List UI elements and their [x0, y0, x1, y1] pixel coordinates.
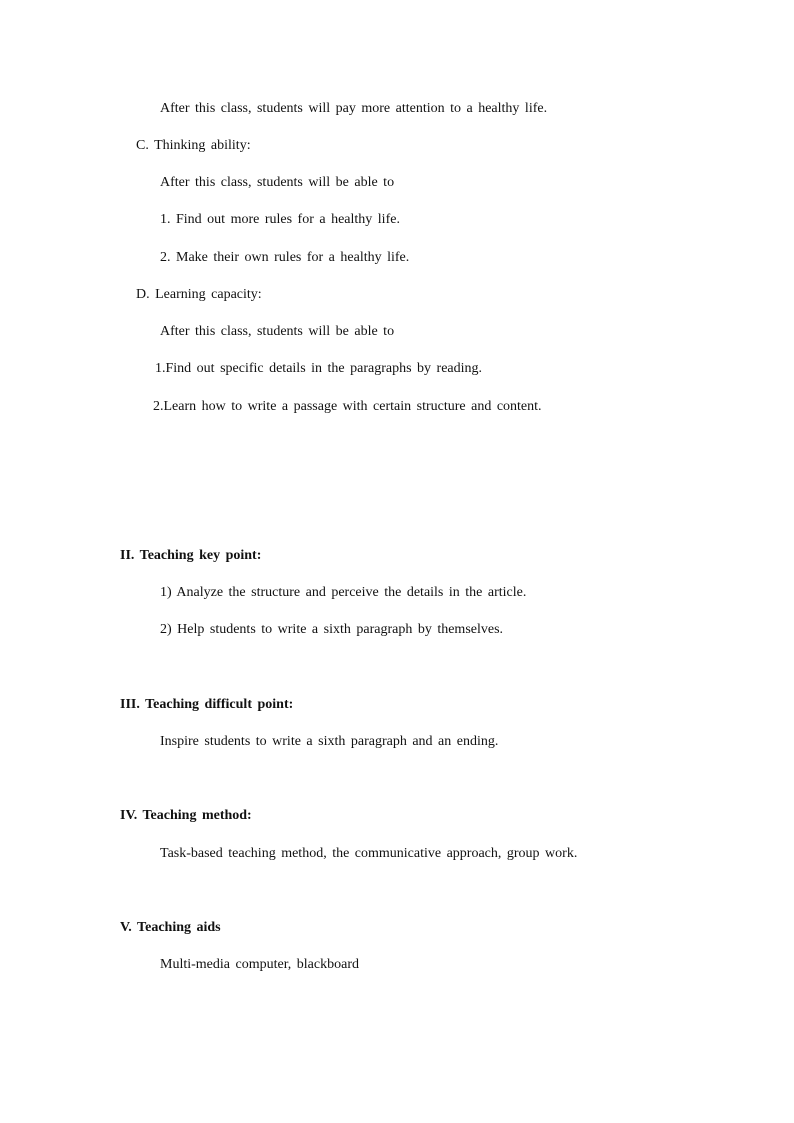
thinking-item-2: 2. Make their own rules for a healthy life.: [160, 250, 410, 265]
difficult-point-text: Inspire students to write a sixth paragraph and an ending.: [160, 734, 499, 749]
difficult-point-heading: III. Teaching difficult point:: [120, 697, 294, 712]
teaching-aids-heading: V. Teaching aids: [120, 920, 221, 935]
teaching-aids-text: Multi-media computer, blackboard: [160, 957, 359, 972]
key-point-heading: II. Teaching key point:: [120, 548, 262, 563]
key-point-item-2: 2) Help students to write a sixth paragraph by themselves.: [160, 622, 504, 637]
learning-item-2: 2.Learn how to write a passage with certain structure and content.: [153, 399, 542, 414]
thinking-item-1: 1. Find out more rules for a healthy life.: [160, 212, 400, 227]
learning-capacity-label: D. Learning capacity:: [136, 287, 262, 302]
key-point-item-1: 1) Analyze the structure and perceive the details in the article.: [160, 585, 527, 600]
teaching-method-heading: IV. Teaching method:: [120, 808, 252, 823]
teaching-method-text: Task-based teaching method, the communicative approach, group work.: [160, 846, 578, 861]
learning-item-1: 1.Find out specific details in the paragraphs by reading.: [155, 361, 483, 376]
thinking-ability-label: C. Thinking ability:: [136, 138, 251, 153]
goal-healthy-life-line: After this class, students will pay more attention to a healthy life.: [160, 101, 548, 116]
thinking-intro-line: After this class, students will be able to: [160, 175, 395, 190]
learning-intro-line: After this class, students will be able to: [160, 324, 395, 339]
